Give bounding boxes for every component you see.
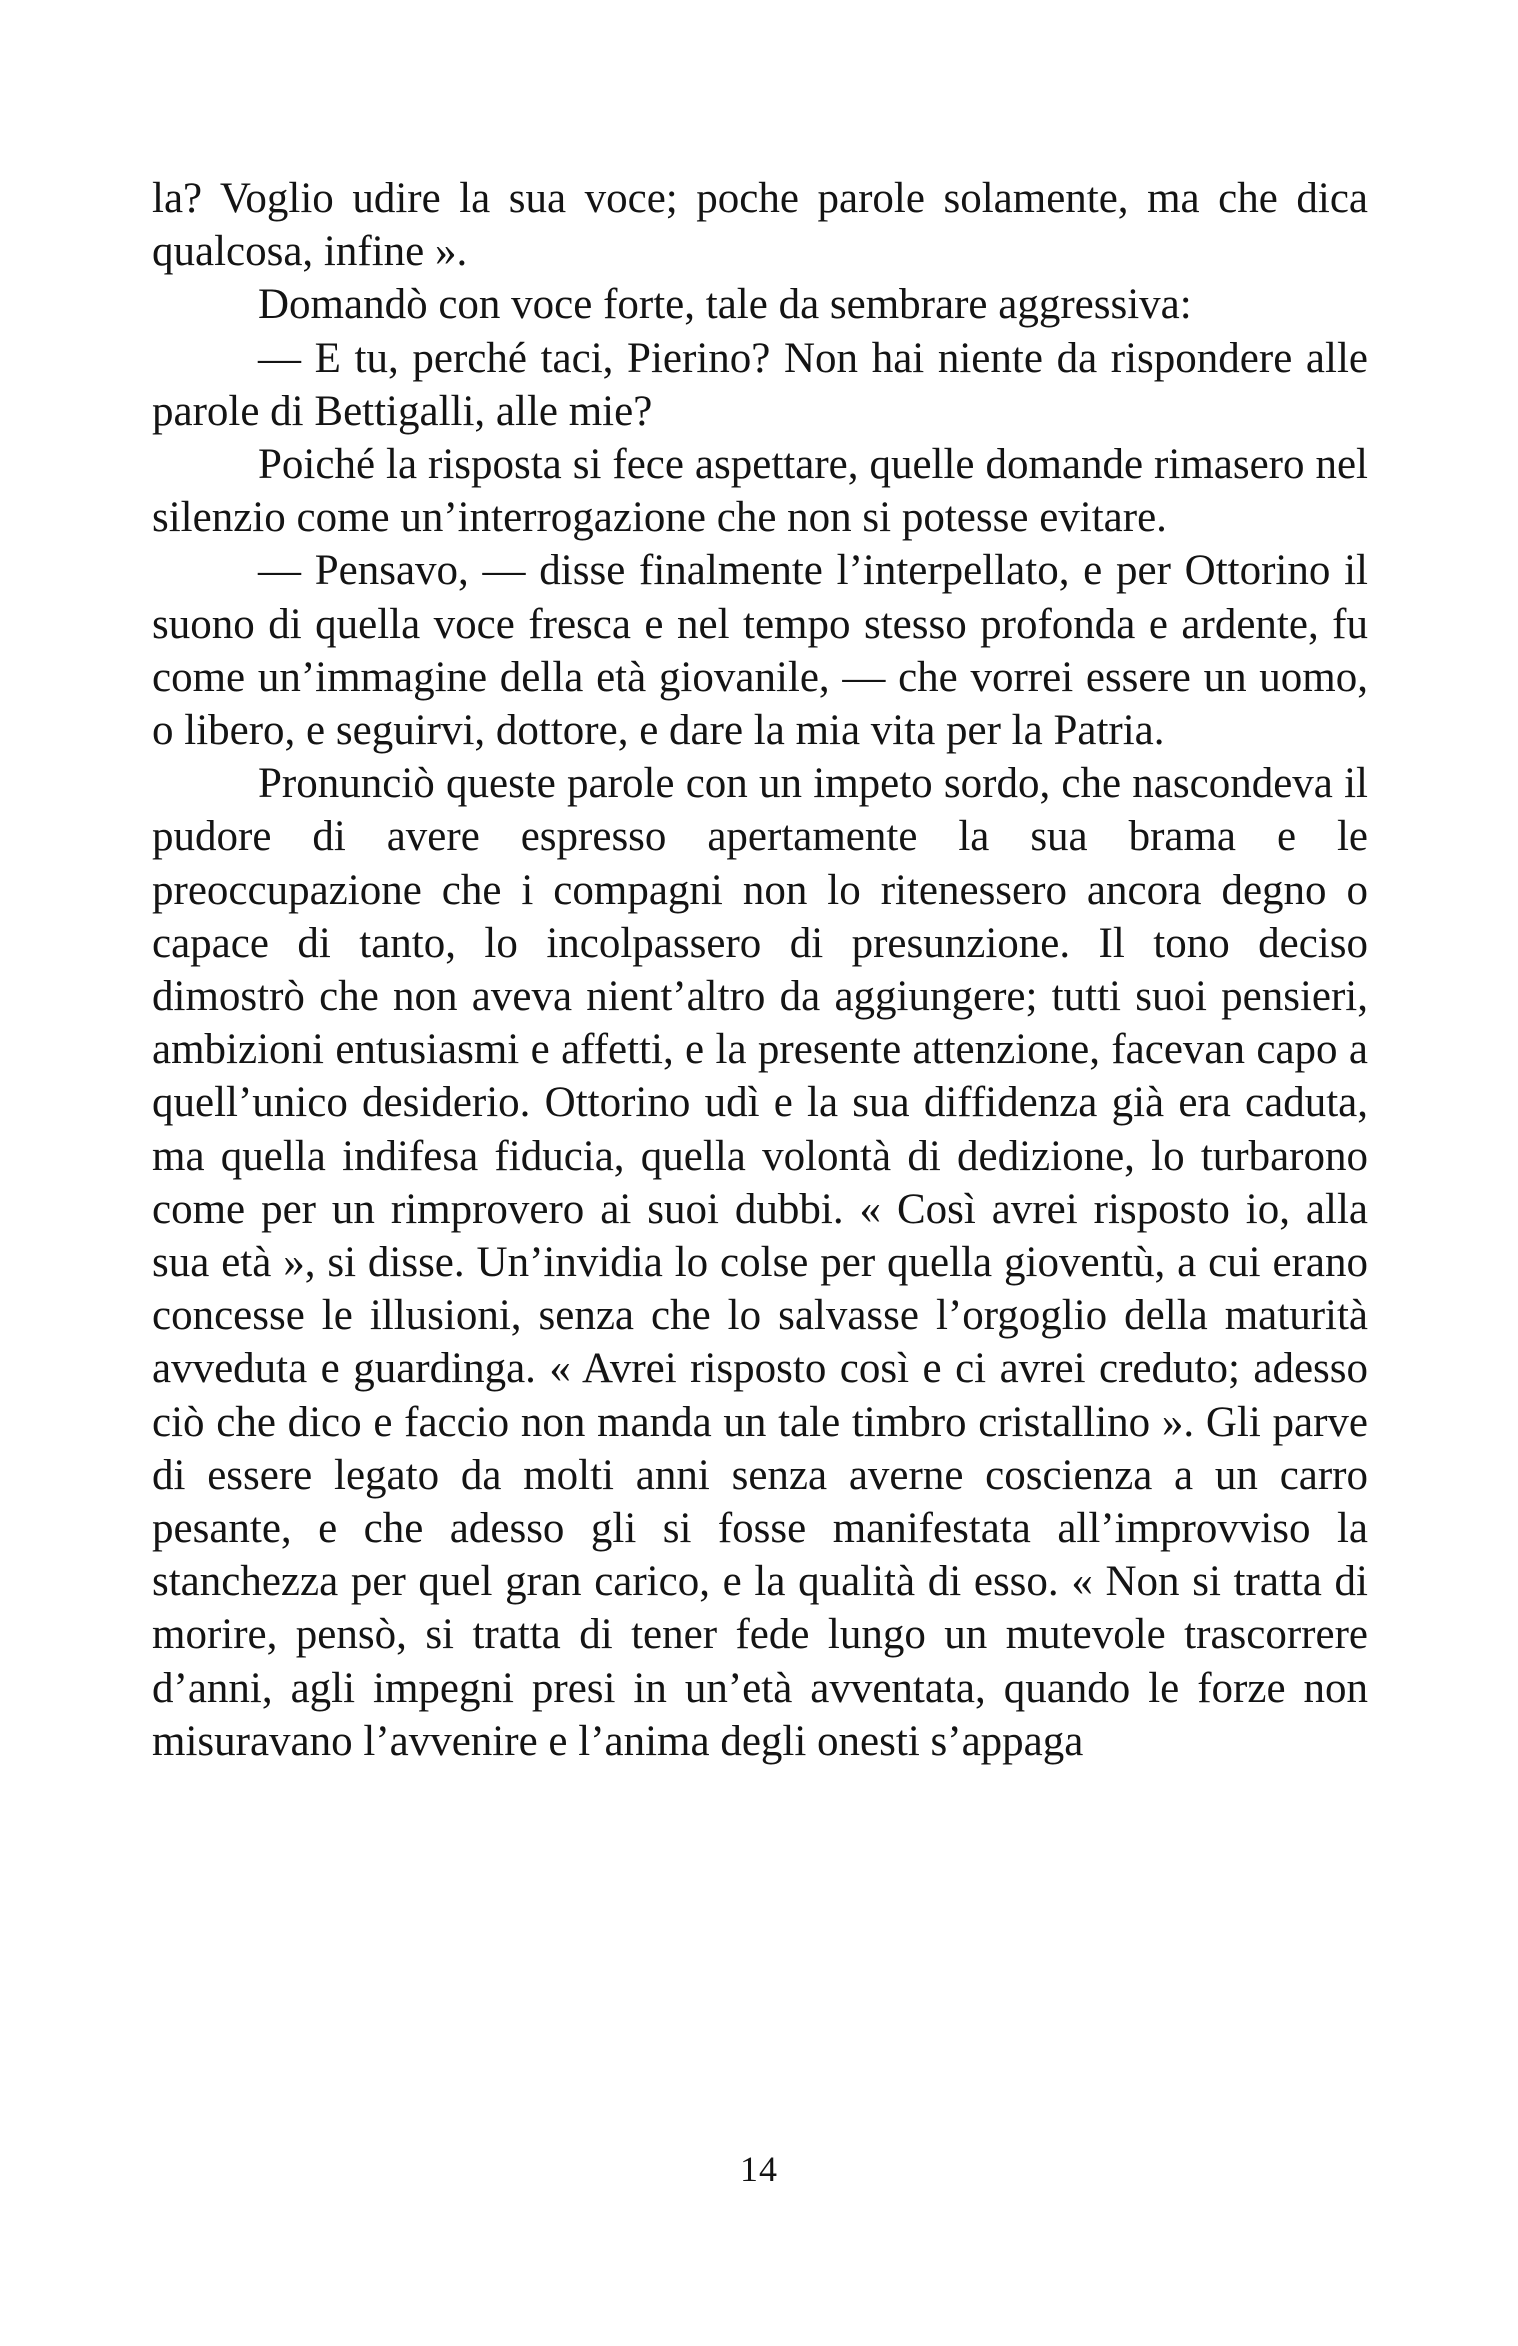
paragraph-pierino-answer: — Pensavo, — disse finalmente l’interpellato, e per Ottorino il suono di quella voce fresca e nel tempo stesso profonda e ardente, fu come un’immagine della età giovanile, — che vorrei essere un uomo, o libero, e seguirvi, dottore, e dare la mia vita per la Patria.	[152, 547, 1368, 755]
paragraph-continuation: la? Voglio udire la sua voce; poche parole solamente, ma che dica qualcosa, infine ».	[152, 175, 1368, 276]
paragraph-domando: Domandò con voce forte, tale da sembrare aggressiva:	[258, 281, 1192, 329]
paragraph-question-pierino: — E tu, perché taci, Pierino? Non hai niente da rispondere alle parole di Bettigalli, alle mie?	[152, 334, 1368, 435]
page-number: 14	[740, 2149, 778, 2189]
paragraph-silence: Poiché la risposta si fece aspettare, quelle domande rimasero nel silenzio come un’interrogazione che non si potesse evitare.	[152, 441, 1368, 542]
body-text	[152, 172, 1368, 1768]
paragraph-ottorino-reflection: Pronunciò queste parole con un impeto sordo, che nascondeva il pudore di avere espresso apertamente la sua brama e le preoccupazione che i compagni non lo ritenessero ancora degno o capace di tanto, lo incolpassero di presunzione. Il tono deciso dimostrò che non aveva nient’altro da aggiungere; tutti suoi pensieri, ambizioni entusiasmi e affetti, e la presente attenzione, facevan capo a quell’unico desiderio. Ottorino udì e la sua diffidenza già era caduta, ma quella indifesa fiducia, quella volontà di dedizione, lo turbarono come per un rimprovero ai suoi dubbi. « Così avrei risposto io, alla sua età », si disse. Un’invidia lo colse per quella gioventù, a cui erano concesse le illusioni, senza che lo salvasse l’orgoglio della maturità avveduta e guardinga. « Avrei risposto così e ci avrei creduto; adesso ciò che dico e faccio non manda un tale timbro cristallino ». Gli parve di essere legato da molti anni senza averne coscienza a un carro pesante, e che adesso gli si fosse manifestata all’improvviso la stanchezza per quel gran carico, e la qualità di esso. « Non si tratta di morire, pensò, si tratta di tener fede lungo un mutevole trascorrere d’anni, agli impegni presi in un’età avventata, quando le forze non misuravano l’avvenire e l’anima degli onesti s’appaga	[152, 760, 1368, 1765]
